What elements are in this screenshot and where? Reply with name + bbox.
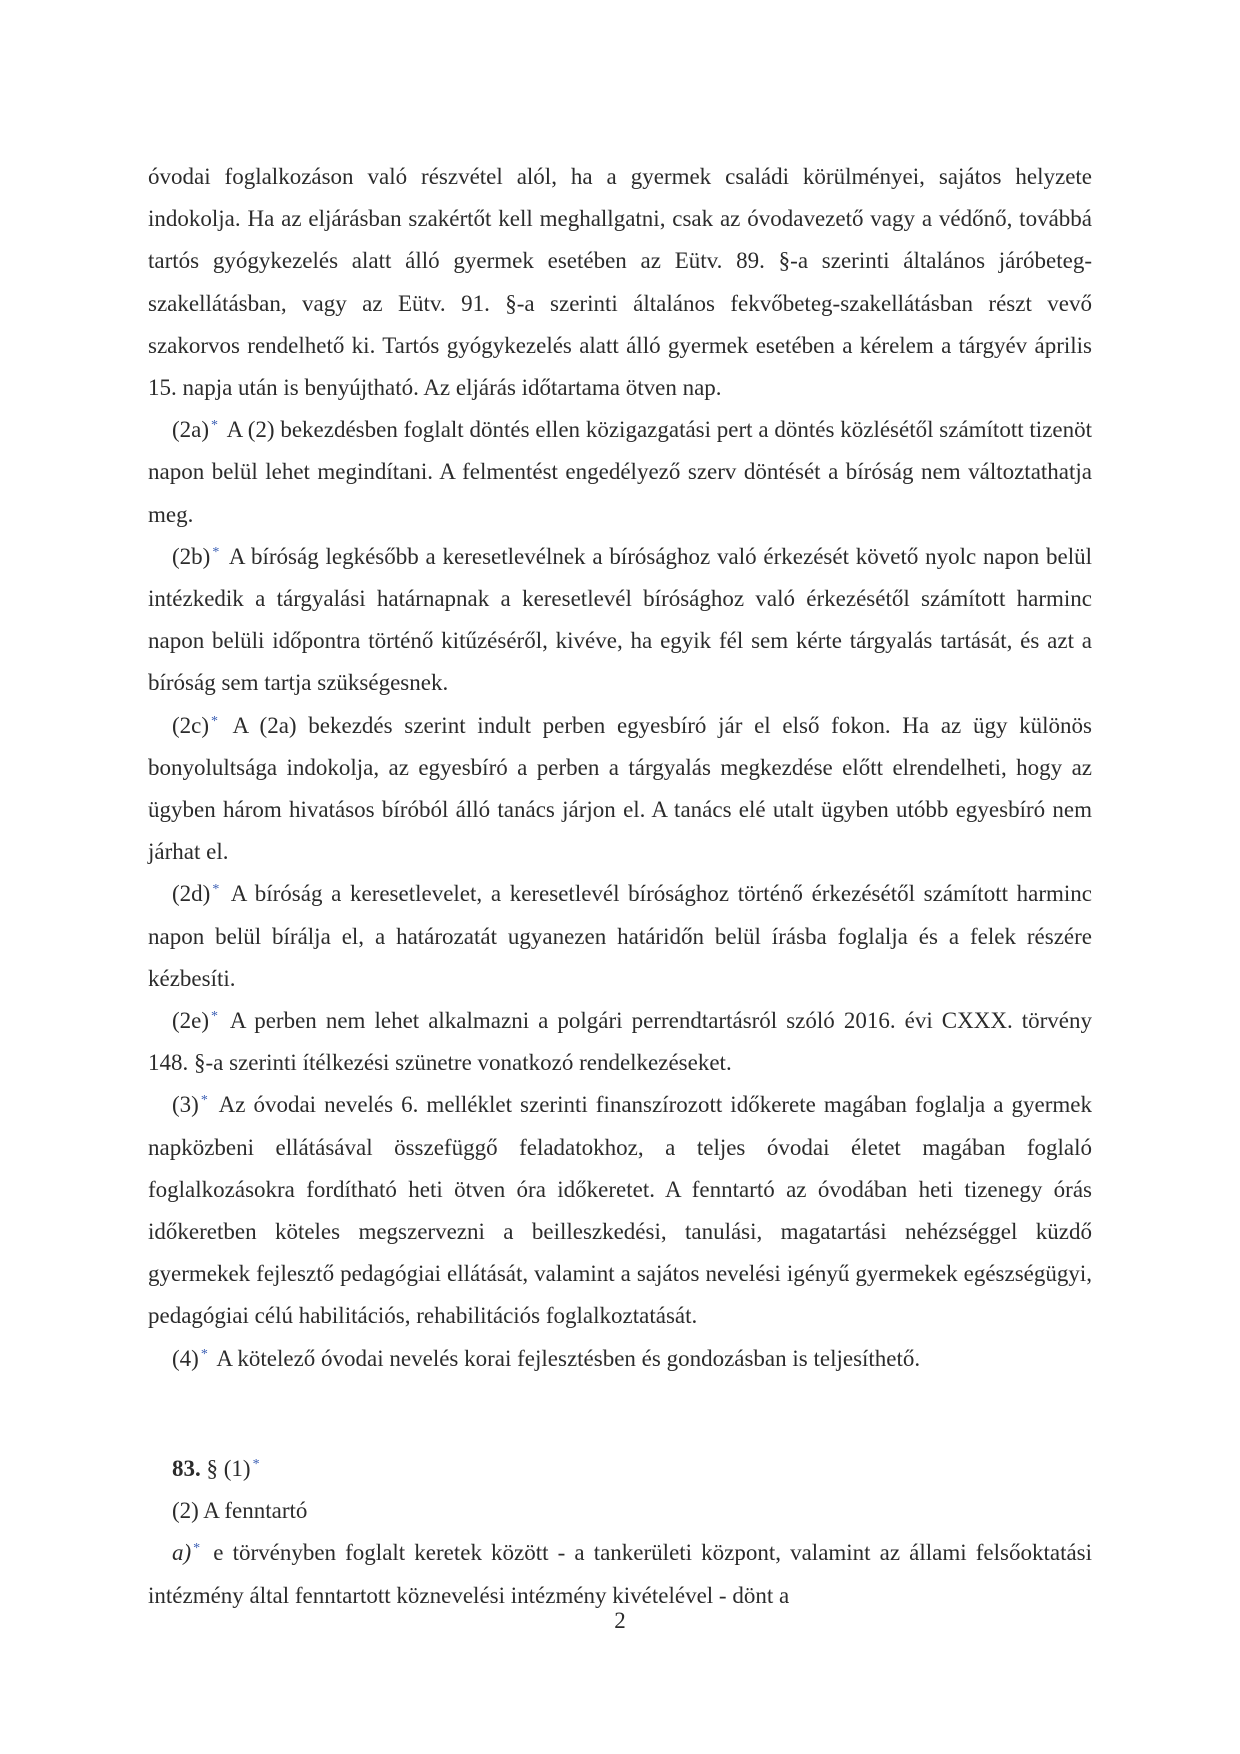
- list-item-label: a): [172, 1540, 192, 1566]
- paragraph-continuation: [148, 156, 1092, 409]
- paragraph-label: (2b): [172, 543, 211, 569]
- paragraph-text: (2) A fenntartó: [172, 1498, 308, 1524]
- paragraph-text: A (2) bekezdésben foglalt döntés ellen közigazgatási pert a döntés közlésétől számított tizenöt napon belül lehet megindítani. A felmentést engedélyező szerv döntését a bíróság nem változtathatja meg.: [148, 417, 1092, 527]
- footnote-link[interactable]: *: [212, 544, 220, 560]
- paragraph-2c: [148, 705, 1092, 874]
- paragraph-fenntarto: [148, 1490, 1092, 1532]
- paragraph-text: Az óvodai nevelés 6. melléklet szerinti finanszírozott időkerete magában foglalja a gyermek napközbeni ellátásával összefüggő feladatokhoz, a teljes óvodai életet magában foglaló foglalkozásokra fordítható heti ötven óra időkeretet. A fenntartó az óvodában heti tizenegy órás időkeretben köteles megszervezni a beilleszkedési, tanulási, magatartási nehézséggel küzdő gyermekek fejlesztő pedagógiai ellátását, valamint a sajátos nevelési igényű gyermekek egészségügyi, pedagógiai célú habilitációs, rehabilitációs foglalkoztatását.: [148, 1092, 1092, 1329]
- paragraph-text: óvodai foglalkozáson való részvétel alól, ha a gyermek családi körülményei, sajátos helyzete indokolja. Ha az eljárásban szakértőt kell meghallgatni, csak az óvodavezető vagy a védőnő, továbbá tartós gyógykezelés alatt álló gyermek esetében az Eütv. 89. §-a szerinti általános járóbeteg-szakellátásban, vagy az Eütv. 91. §-a szerinti általános fekvőbeteg-szakellátásban részt vevő szakorvos rendelhető ki. Tartós gyógykezelés alatt álló gyermek esetében a kérelem a tárgyév április 15. napja után is benyújtható. Az eljárás időtartama ötven nap.: [148, 164, 1092, 401]
- document-body: [148, 156, 1092, 1617]
- section-sub-label: (1): [223, 1455, 251, 1481]
- paragraph-label: (4): [172, 1345, 199, 1371]
- paragraph-2e: [148, 1000, 1092, 1084]
- paragraph-text: A kötelező óvodai nevelés korai fejlesztésben és gondozásban is teljesíthető.: [216, 1345, 921, 1371]
- paragraph-text: A bíróság a keresetlevelet, a keresetlevél bírósághoz történő érkezésétől számított harminc napon belül bírálja el, a határozatát ugyanezen határidőn belül írásba foglalja és a felek részére kézbesíti.: [148, 881, 1093, 991]
- list-item-a: [148, 1532, 1092, 1616]
- section-spacer: [148, 1380, 1092, 1422]
- paragraph-label: (2a): [172, 417, 210, 443]
- paragraph-text: A perben nem lehet alkalmazni a polgári perrendtartásról szóló 2016. évi CXXX. törvény 148. §-a szerinti ítélkezési szünetre vonatkozó rendelkezéseket.: [148, 1008, 1092, 1076]
- page-number: 2: [614, 1608, 626, 1633]
- paragraph-text: A (2a) bekezdés szerint indult perben egyesbíró jár el első fokon. Ha az ügy különös bonyolultsága indokolja, az egyesbíró a perben a tárgyalás megkezdése előtt elrendelheti, hogy az ügyben három hivatásos bíróból álló tanács járjon el. A tanács elé utalt ügyben utóbb egyesbíró nem járhat el.: [148, 712, 1093, 865]
- list-item-text: e törvényben foglalt keretek között - a tankerületi központ, valamint az állami felsőoktatási intézmény által fenntartott köznevelési intézmény kivételével - dönt a: [148, 1540, 1093, 1608]
- paragraph-label: (2e): [172, 1008, 210, 1034]
- footnote-link[interactable]: *: [212, 882, 220, 898]
- paragraph-2d: [148, 873, 1092, 1000]
- footnote-link[interactable]: *: [211, 1009, 219, 1025]
- footnote-link[interactable]: *: [252, 1456, 260, 1472]
- footnote-link[interactable]: *: [211, 713, 219, 729]
- footnote-link[interactable]: *: [200, 1346, 208, 1362]
- paragraph-2a: [148, 409, 1092, 536]
- paragraph-label: (2c): [172, 712, 210, 738]
- section-number: 83.: [172, 1455, 201, 1481]
- paragraph-text: A bíróság legkésőbb a keresetlevélnek a bírósághoz való érkezését követő nyolc napon belül intézkedik a tárgyalási határnapnak a keresetlevél bírósághoz való érkezésétől számított harminc napon belüli időpontra történő kitűzéséről, kivéve, ha egyik fél sem kérte tárgyalás tartását, és azt a bíróság sem tartja szükségesnek.: [148, 543, 1093, 696]
- footnote-link[interactable]: *: [211, 418, 219, 434]
- paragraph-label: (3): [172, 1092, 199, 1118]
- section-symbol: §: [206, 1455, 218, 1481]
- paragraph-4: [148, 1338, 1092, 1380]
- paragraph-2b: [148, 536, 1092, 705]
- paragraph-3: [148, 1084, 1092, 1337]
- footnote-link[interactable]: *: [200, 1093, 208, 1109]
- footnote-link[interactable]: *: [193, 1541, 201, 1557]
- section-heading: [148, 1448, 1092, 1490]
- paragraph-label: (2d): [172, 881, 211, 907]
